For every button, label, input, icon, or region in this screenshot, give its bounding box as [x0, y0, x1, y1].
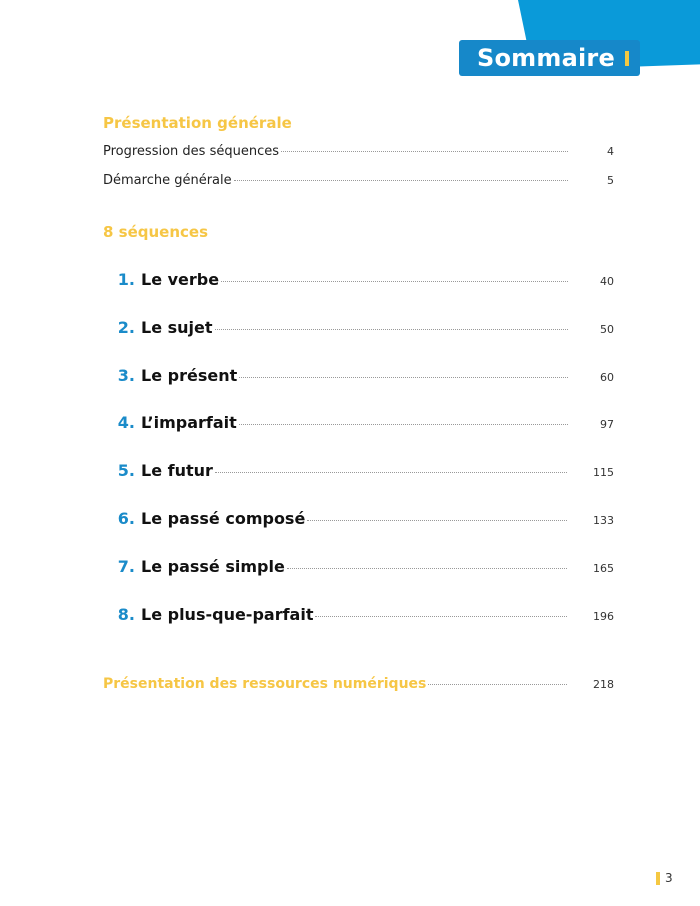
- page-number-accent: [656, 872, 660, 885]
- chapter-number: 2.: [117, 317, 135, 337]
- chapter-entry[interactable]: [112, 557, 614, 576]
- chapter-page: 115: [593, 466, 614, 480]
- dot-leader: [239, 424, 568, 425]
- chapter-entry[interactable]: [112, 318, 614, 337]
- title-accent-bar: [625, 51, 629, 66]
- toc-entry-page: 218: [593, 678, 614, 691]
- dot-leader: [281, 151, 568, 152]
- dot-leader: [215, 329, 568, 330]
- chapter-title: Le passé composé: [141, 509, 306, 528]
- chapter-page: 97: [600, 418, 614, 432]
- chapter-number: 1.: [117, 270, 135, 289]
- chapter-page: 165: [593, 561, 614, 575]
- section-heading-sequences: 8 séquences: [103, 223, 209, 241]
- chapter-entry[interactable]: [112, 270, 614, 289]
- chapter-page: 60: [600, 370, 614, 384]
- title-banner: [459, 40, 640, 76]
- section-heading-general: Présentation générale: [103, 114, 292, 132]
- page-number-text: 3: [665, 871, 673, 885]
- toc-entry-page: 5: [607, 174, 614, 187]
- page-title: Sommaire: [477, 44, 615, 72]
- chapter-number: 6.: [117, 509, 135, 528]
- dot-leader: [239, 377, 568, 378]
- dot-leader: [428, 684, 567, 685]
- chapter-title: L’imparfait: [141, 413, 237, 433]
- dot-leader: [307, 520, 567, 521]
- toc-entry-label: Progression des séquences: [103, 144, 279, 159]
- chapter-title: Le futur: [141, 461, 213, 481]
- toc-entry-label: Démarche générale: [103, 173, 232, 188]
- chapter-number: 7.: [117, 556, 135, 576]
- chapter-page: 196: [593, 609, 614, 623]
- chapter-title: Le plus-que-parfait: [141, 604, 314, 624]
- chapter-entry[interactable]: [112, 509, 614, 528]
- chapter-title: Le sujet: [141, 317, 213, 337]
- chapter-number: 5.: [117, 461, 135, 481]
- chapter-entry[interactable]: [112, 605, 614, 624]
- chapter-page: 133: [593, 514, 614, 527]
- chapter-title: Le passé simple: [141, 556, 285, 576]
- chapter-number: 3.: [117, 365, 135, 385]
- chapter-title: Le verbe: [141, 270, 220, 289]
- chapter-number: 8.: [117, 604, 135, 624]
- dot-leader: [221, 281, 568, 282]
- chapter-number: 4.: [117, 413, 135, 433]
- dot-leader: [234, 180, 568, 181]
- toc-entry-resources[interactable]: [103, 676, 614, 692]
- chapter-page: 50: [600, 322, 614, 336]
- toc-entry[interactable]: [103, 173, 614, 188]
- dot-leader: [315, 616, 567, 617]
- chapter-entry[interactable]: [112, 413, 614, 432]
- toc-entry-page: 4: [607, 145, 614, 158]
- dot-leader: [215, 472, 567, 473]
- toc-entry-label: Présentation des ressources numériques: [103, 676, 427, 692]
- chapter-title: Le présent: [141, 365, 238, 385]
- page-number: [656, 871, 673, 885]
- toc-entry[interactable]: [103, 144, 614, 159]
- dot-leader: [287, 568, 567, 569]
- chapter-entry[interactable]: [112, 461, 614, 480]
- chapter-page: 40: [600, 275, 614, 288]
- chapter-entry[interactable]: [112, 366, 614, 385]
